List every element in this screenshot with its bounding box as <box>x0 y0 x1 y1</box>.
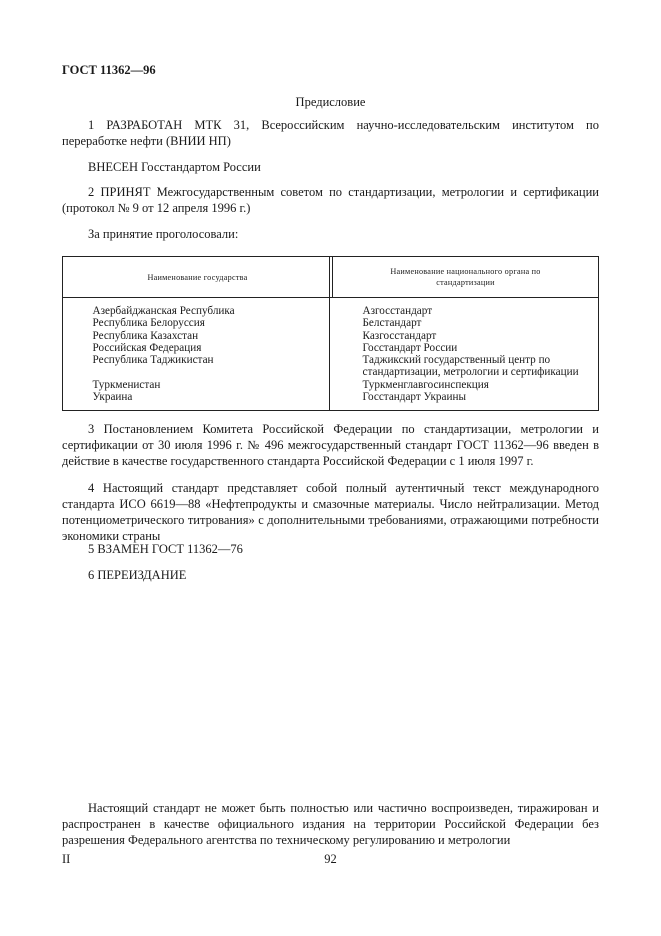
page-roman-numeral: II <box>62 852 71 866</box>
organizations-column <box>333 298 599 404</box>
paragraph-5-text: 5 ВЗАМЕН ГОСТ 11362—76 <box>88 542 243 556</box>
table-cell-organization: Госстандарт России <box>362 341 458 354</box>
paragraph-4 <box>62 480 599 544</box>
paragraph-3 <box>62 421 599 469</box>
table-cell-organization: Туркменглавгосинспекция <box>362 378 489 391</box>
table-cell-state: Республика Казахстан <box>92 329 199 342</box>
page-title: Предисловие <box>295 95 366 109</box>
document-designation: ГОСТ 11362—96 <box>62 63 156 77</box>
table-header-row <box>63 257 599 298</box>
paragraph-introduced <box>62 159 599 175</box>
paragraph-4-text: 4 Настоящий стандарт представляет собой полный аутентичный текст международного стандарта ИСО 6619—88 «Нефтепродукты и смазочные материалы. Число нейтрализации. Метод потенциометрического титрования» с дополнительными требованиями, отражающими потребности экономики страны <box>62 481 599 543</box>
table-cell-state: Республика Белоруссия <box>92 317 205 330</box>
table-cell-state: Республика Таджикистан <box>92 354 214 367</box>
paragraph-2-text: 2 ПРИНЯТ Межгосударственным советом по стандартизации, метрологии и сертификации (протокол № 9 от 12 апреля 1996 г.) <box>62 185 599 215</box>
table-cell-organization: Белстандарт <box>362 317 422 330</box>
paragraph-5 <box>62 541 599 557</box>
table-cell-organization: Азгосстандарт <box>362 305 433 317</box>
paragraph-1 <box>62 117 599 149</box>
table-cell-state: Российская Федерация <box>92 341 202 354</box>
column-header-organization-text: Наименование национального органа по стандартизации <box>390 267 541 287</box>
paragraph-2 <box>62 184 599 216</box>
paragraph-6-text: 6 ПЕРЕИЗДАНИЕ <box>88 568 187 582</box>
paragraph-3-text: 3 Постановлением Комитета Российской Федерации по стандартизации, метрологии и сертификации от 30 июля 1996 г. № 496 межгосударственный стандарт ГОСТ 11362—96 введен в действие в качестве государственного стандарта Российской Федерации с 1 июля 1997 г. <box>62 422 599 468</box>
table-body-row <box>63 298 599 404</box>
table-cell-state: Туркменистан <box>92 378 161 391</box>
copyright-note-text: Настоящий стандарт не может быть полностью или частично воспроизведен, тиражирован и распространен в качестве официального издания на территории Российской Федерации без разрешения Федерального агентства по техническому регулированию и метрологии <box>62 801 599 847</box>
table-cell-organization: Госстандарт Украины <box>362 391 466 404</box>
table-cell-state: Украина <box>92 391 133 404</box>
voted-label-text: За принятие проголосовали: <box>88 227 239 241</box>
voted-label <box>62 226 599 242</box>
table-cell-organization: Казгосстандарт <box>362 329 437 342</box>
table-cell-state: Азербайджанская Республика <box>92 305 235 317</box>
table-cell-organization: Таджикский государственный центр по стандартизации, метрологии и сертификации <box>362 354 579 379</box>
paragraph-1-text: 1 РАЗРАБОТАН МТК 31, Всероссийским научно-исследовательским институтом по переработке нефти (ВНИИ НП) <box>62 118 599 148</box>
paragraph-introduced-text: ВНЕСЕН Госстандартом России <box>88 160 261 174</box>
page-number: 92 <box>324 852 337 866</box>
copyright-note <box>62 800 599 848</box>
states-table <box>62 256 599 403</box>
states-column <box>63 298 333 404</box>
table-column-divider <box>329 256 330 411</box>
column-header-organization <box>333 257 599 298</box>
column-header-state: Наименование государства <box>63 257 333 298</box>
paragraph-6 <box>62 567 599 583</box>
